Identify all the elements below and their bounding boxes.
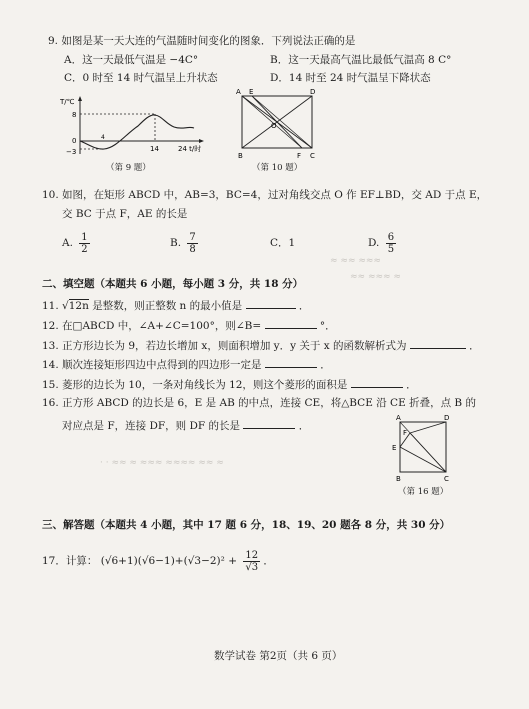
q10-label-e: E (249, 88, 254, 96)
q13-answer-blank[interactable] (410, 338, 466, 349)
q13 (42, 338, 480, 353)
q11-radical-sign: √ (62, 300, 69, 312)
q9-temperature-curve (80, 115, 194, 149)
q9-temperature-figure (60, 94, 210, 158)
q9-y-tick-8: 8 (72, 111, 77, 119)
page-footer: 数学试卷 第2页（共 6 页） (214, 650, 343, 662)
q11-text: 是整数，则正整数 n 的最小值是 (92, 300, 243, 312)
q16-label-c: C (444, 475, 449, 483)
q10-segment-ef (252, 96, 302, 148)
q17 (42, 546, 274, 576)
q16-end: ． (298, 420, 310, 432)
q10-stem-line2: 交 BC 于点 F，AE 的长是 (62, 208, 188, 220)
q10-option-d-fraction (386, 232, 396, 255)
q9-option-c: C．0 时至 14 时气温呈上升状态 (64, 72, 218, 84)
q9-figure-caption: （第 9 题） (106, 163, 151, 173)
q16-label-a: A (396, 414, 401, 422)
q10-figure-caption: （第 10 题） (252, 163, 303, 173)
q10-label-a: A (236, 88, 241, 96)
q16-answer-blank[interactable] (243, 418, 295, 429)
q10-option-b-label: B. (170, 237, 182, 249)
q9-x-tick-14: 14 (150, 145, 159, 153)
q10-label-d: D (310, 88, 316, 96)
q9-option-a: A．这一天最低气温是 −4C° (64, 54, 199, 66)
q14-text: 14. 顺次连接矩形四边中点得到的四边形一定是 (42, 359, 262, 371)
bleed-through-mark: ≈ ≈≈ ≈≈≈ (330, 256, 381, 266)
q10-option-b-den: 8 (189, 243, 196, 255)
q10-segment-ec (252, 96, 312, 148)
q10-option-d (368, 230, 396, 256)
q17-label: 17．计算： (42, 555, 98, 567)
q16-square-figure (388, 414, 454, 484)
q10-option-a-num: 1 (81, 231, 88, 243)
q16-stem-line1: 16. 正方形 ABCD 的边长是 6，E 是 AB 的中点，连接 CE，将△BCE 沿 CE 折叠，点 B 的 (42, 397, 476, 409)
q11-end: ． (298, 300, 310, 312)
bleed-through-mark: · · ≈≈ ≈ ≈≈≈ ≈≈≈≈ ≈≈ ≈ (100, 458, 224, 468)
q16-label-b: B (396, 475, 401, 483)
q9-stem: 9. 如图是某一天大连的气温随时间变化的图象．下列说法正确的是 (48, 35, 356, 47)
q9-y-arrow (78, 96, 82, 101)
q13-end: ． (469, 340, 480, 352)
q9-option-b: B．这一天最高气温比最低气温高 8 C° (270, 54, 452, 66)
q12-end: °． (319, 320, 336, 332)
q15-text: 15. 菱形的边长为 10，一条对角线长为 12，则这个菱形的面积是 (42, 379, 348, 391)
q9-x-label: 24 t/时 (178, 145, 202, 153)
q12-answer-blank[interactable] (265, 318, 317, 329)
q10-stem-line1: 10. 如图，在矩形 ABCD 中，AB=3，BC=4，过对角线交点 O 作 EF⊥BD，交 AD 于点 E， (42, 189, 488, 201)
q16-stem-line2: 对应点是 F，连接 DF，则 DF 的长是 (62, 420, 241, 432)
q10-label-f: F (297, 152, 302, 160)
q9-y-tick-neg3: −3 (66, 148, 77, 156)
q16-label-f: F (403, 429, 408, 437)
q11-answer-blank[interactable] (246, 298, 296, 309)
q10-option-b-num: 7 (189, 231, 196, 243)
q14-end: ． (320, 359, 331, 371)
q14 (42, 357, 331, 372)
q16 (62, 418, 309, 433)
q12 (42, 318, 336, 333)
q16-segment-df (410, 422, 446, 433)
q16-label-d: D (444, 414, 450, 422)
q10-rectangle-figure (234, 88, 320, 162)
q9-x-tick-4: 4 (101, 134, 105, 141)
section3-title: 三、解答题（本题共 4 小题，其中 17 题 6 分，18、19、20 题各 8 分，共 30 分） (42, 519, 451, 531)
q10-label-o: O (271, 122, 277, 130)
q10-option-b-fraction (187, 232, 197, 255)
q17-fraction-num: 12 (245, 549, 259, 561)
q17-expression: (√6+1)(√6−1)+(√3−2)² + (100, 555, 237, 567)
q11 (42, 298, 309, 313)
q17-fraction (243, 550, 260, 573)
q11-number: 11. (42, 300, 59, 312)
q17-end: ． (263, 555, 274, 567)
q10-label-b: B (238, 152, 243, 160)
q13-text: 13. 正方形边长为 9，若边长增加 x，则面积增加 y．y 关于 x 的函数解析式为 (42, 340, 407, 352)
q9-x-arrow (199, 139, 204, 143)
q10-label-c: C (310, 152, 315, 160)
q15-end: ． (406, 379, 417, 391)
q17-fraction-den: √3 (245, 561, 259, 573)
q16-label-e: E (392, 444, 397, 452)
q11-radicand: 12n (68, 300, 89, 312)
q10-option-d-label: D. (368, 237, 380, 249)
q15-answer-blank[interactable] (351, 377, 403, 388)
bleed-through-mark: ≈≈ ≈≈≈ ≈ (350, 272, 401, 282)
q10-option-a-fraction (79, 232, 89, 255)
q12-text: 12. 在□ABCD 中，∠A+∠C=100°，则∠B= (42, 320, 262, 332)
q15 (42, 377, 417, 392)
q14-answer-blank[interactable] (265, 357, 317, 368)
section2-title: 二、填空题（本题共 6 小题，每小题 3 分，共 18 分） (42, 278, 304, 290)
q10-option-c: C．1 (270, 237, 296, 249)
q16-segment-ce (400, 447, 446, 472)
q10-option-a-label: A. (62, 237, 73, 249)
q10-option-a-den: 2 (81, 243, 88, 255)
q10-option-d-den: 5 (387, 243, 395, 255)
q9-option-d: D．14 时至 24 时气温呈下降状态 (270, 72, 431, 84)
q10-option-d-num: 6 (387, 231, 395, 243)
q9-y-tick-0: 0 (72, 137, 77, 145)
q10-option-b (170, 230, 198, 256)
q16-figure-caption: （第 16 题） (398, 487, 449, 497)
q10-option-a (62, 230, 90, 256)
q9-y-label: T/℃ (60, 98, 75, 106)
